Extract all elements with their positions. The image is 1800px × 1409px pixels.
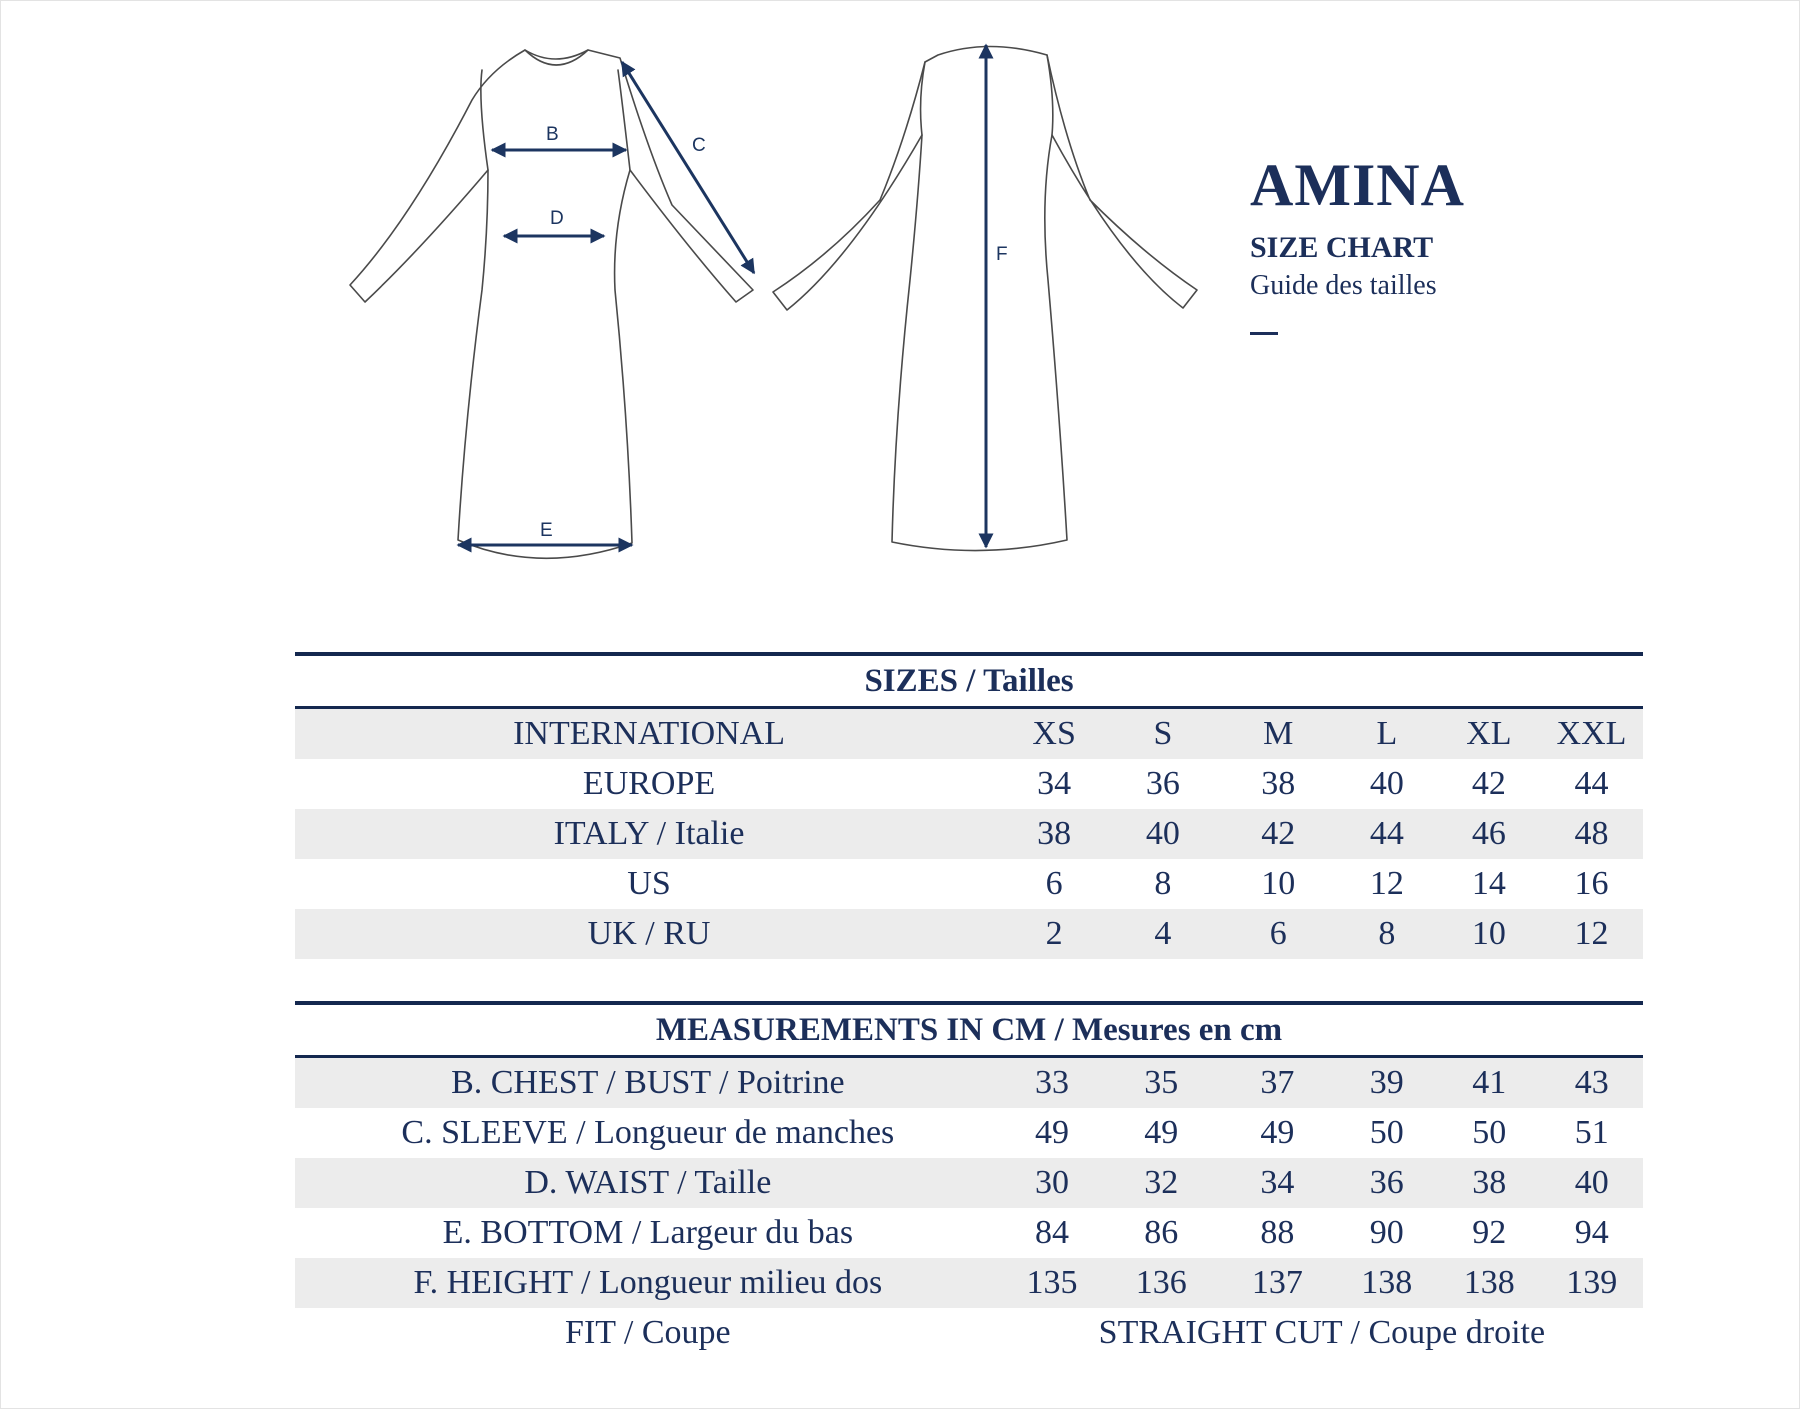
- table-row: [295, 1158, 1643, 1208]
- row-label: EUROPE: [582, 765, 716, 802]
- table-cell: M: [1221, 708, 1336, 760]
- brand-subtitle: SIZE CHART: [1250, 231, 1434, 264]
- table-cell: 139: [1540, 1258, 1643, 1308]
- table-cell: 44: [1336, 809, 1438, 859]
- table-cell: 30: [1001, 1158, 1104, 1208]
- row-label: ITALY / Italie: [295, 809, 1003, 859]
- row-label: INTERNATIONAL: [295, 708, 1003, 760]
- row-label: F. HEIGHT / Longueur milieu dos: [295, 1258, 1001, 1308]
- measurements-header-row: [295, 1003, 1643, 1057]
- table-cell: 138: [1438, 1258, 1541, 1308]
- table-cell: 37: [1219, 1057, 1335, 1109]
- fit-label: FIT / Coupe: [565, 1314, 731, 1351]
- table-cell: 49: [1034, 1114, 1069, 1151]
- row-label: B. CHEST / BUST / Poitrine: [295, 1057, 1001, 1109]
- table-cell: 49: [1260, 1114, 1295, 1151]
- table-cell: 34: [1037, 765, 1072, 802]
- table-cell: 40: [1369, 765, 1404, 802]
- row-label: C. SLEEVE / Longueur de manches: [401, 1114, 895, 1151]
- table-row: [295, 759, 1643, 809]
- fit-row: [295, 1308, 1643, 1358]
- arrow-c: [622, 62, 754, 273]
- fit-value: STRAIGHT CUT / Coupe droite: [1098, 1314, 1546, 1351]
- table-row: [295, 1258, 1643, 1308]
- table-cell: 33: [1001, 1057, 1104, 1109]
- table-row: [295, 1208, 1643, 1258]
- table-cell: 84: [1034, 1214, 1069, 1251]
- table-row: [295, 809, 1643, 859]
- table-cell: XXL: [1540, 708, 1643, 760]
- table-cell: 32: [1103, 1158, 1219, 1208]
- garment-diagram: [0, 0, 1800, 600]
- table-cell: 36: [1145, 765, 1180, 802]
- table-row: [295, 1108, 1643, 1158]
- table-cell: 34: [1219, 1158, 1335, 1208]
- table-cell: 44: [1574, 765, 1609, 802]
- table-cell: 10: [1438, 909, 1540, 959]
- table-cell: S: [1105, 708, 1220, 760]
- table-cell: 8: [1336, 909, 1438, 959]
- table-cell: 14: [1471, 865, 1506, 902]
- table-cell: 12: [1369, 865, 1404, 902]
- table-cell: 42: [1221, 809, 1336, 859]
- table-cell: 38: [1261, 765, 1296, 802]
- row-label: UK / RU: [295, 909, 1003, 959]
- table-cell: 8: [1154, 865, 1172, 902]
- brand-title: AMINA: [1250, 152, 1465, 218]
- table-cell: 4: [1105, 909, 1220, 959]
- sizes-header-row: [295, 654, 1643, 708]
- table-cell: 40: [1540, 1158, 1643, 1208]
- table-cell: 48: [1540, 809, 1643, 859]
- label-f: F: [996, 244, 1008, 265]
- table-cell: 36: [1335, 1158, 1438, 1208]
- table-cell: 42: [1471, 765, 1506, 802]
- table-cell: 6: [1221, 909, 1336, 959]
- table-cell: 39: [1335, 1057, 1438, 1109]
- table-row: [295, 909, 1643, 959]
- table-cell: 46: [1438, 809, 1540, 859]
- label-e: E: [540, 520, 553, 541]
- table-cell: 88: [1260, 1214, 1295, 1251]
- label-d: D: [550, 208, 564, 229]
- table-cell: 2: [1003, 909, 1105, 959]
- brand-divider: [1250, 332, 1278, 335]
- table-cell: 43: [1540, 1057, 1643, 1109]
- table-row: [295, 1057, 1643, 1109]
- label-b: B: [546, 124, 559, 145]
- table-cell: 38: [1003, 809, 1105, 859]
- table-cell: 136: [1103, 1258, 1219, 1308]
- table-cell: 90: [1369, 1214, 1404, 1251]
- table-cell: 137: [1219, 1258, 1335, 1308]
- table-cell: 6: [1045, 865, 1063, 902]
- table-cell: 94: [1574, 1214, 1609, 1251]
- table-cell: L: [1336, 708, 1438, 760]
- table-cell: 12: [1540, 909, 1643, 959]
- table-row: [295, 708, 1643, 760]
- table-row: [295, 859, 1643, 909]
- table-cell: 16: [1574, 865, 1609, 902]
- row-label: D. WAIST / Taille: [295, 1158, 1001, 1208]
- table-cell: 51: [1574, 1114, 1609, 1151]
- table-cell: 50: [1369, 1114, 1404, 1151]
- label-c: C: [692, 135, 706, 156]
- table-cell: XL: [1438, 708, 1540, 760]
- table-cell: 35: [1103, 1057, 1219, 1109]
- table-cell: 38: [1438, 1158, 1541, 1208]
- brand-subtitle-fr: Guide des tailles: [1250, 270, 1437, 301]
- table-cell: 135: [1001, 1258, 1104, 1308]
- row-label: E. BOTTOM / Largeur du bas: [442, 1214, 854, 1251]
- table-cell: 41: [1438, 1057, 1541, 1109]
- brand-block: [1250, 152, 1465, 335]
- table-cell: 86: [1144, 1214, 1179, 1251]
- table-cell: 138: [1335, 1258, 1438, 1308]
- table-cell: 10: [1261, 865, 1296, 902]
- measurements-table: [295, 1001, 1643, 1358]
- table-cell: 50: [1472, 1114, 1507, 1151]
- table-cell: 92: [1472, 1214, 1507, 1251]
- sizes-table: [295, 652, 1643, 959]
- measurements-title: MEASUREMENTS IN CM / Mesures en cm: [295, 1003, 1643, 1057]
- table-cell: 49: [1144, 1114, 1179, 1151]
- table-cell: 40: [1105, 809, 1220, 859]
- sizes-title: SIZES / Tailles: [295, 654, 1643, 708]
- table-cell: XS: [1003, 708, 1105, 760]
- row-label: US: [627, 865, 671, 902]
